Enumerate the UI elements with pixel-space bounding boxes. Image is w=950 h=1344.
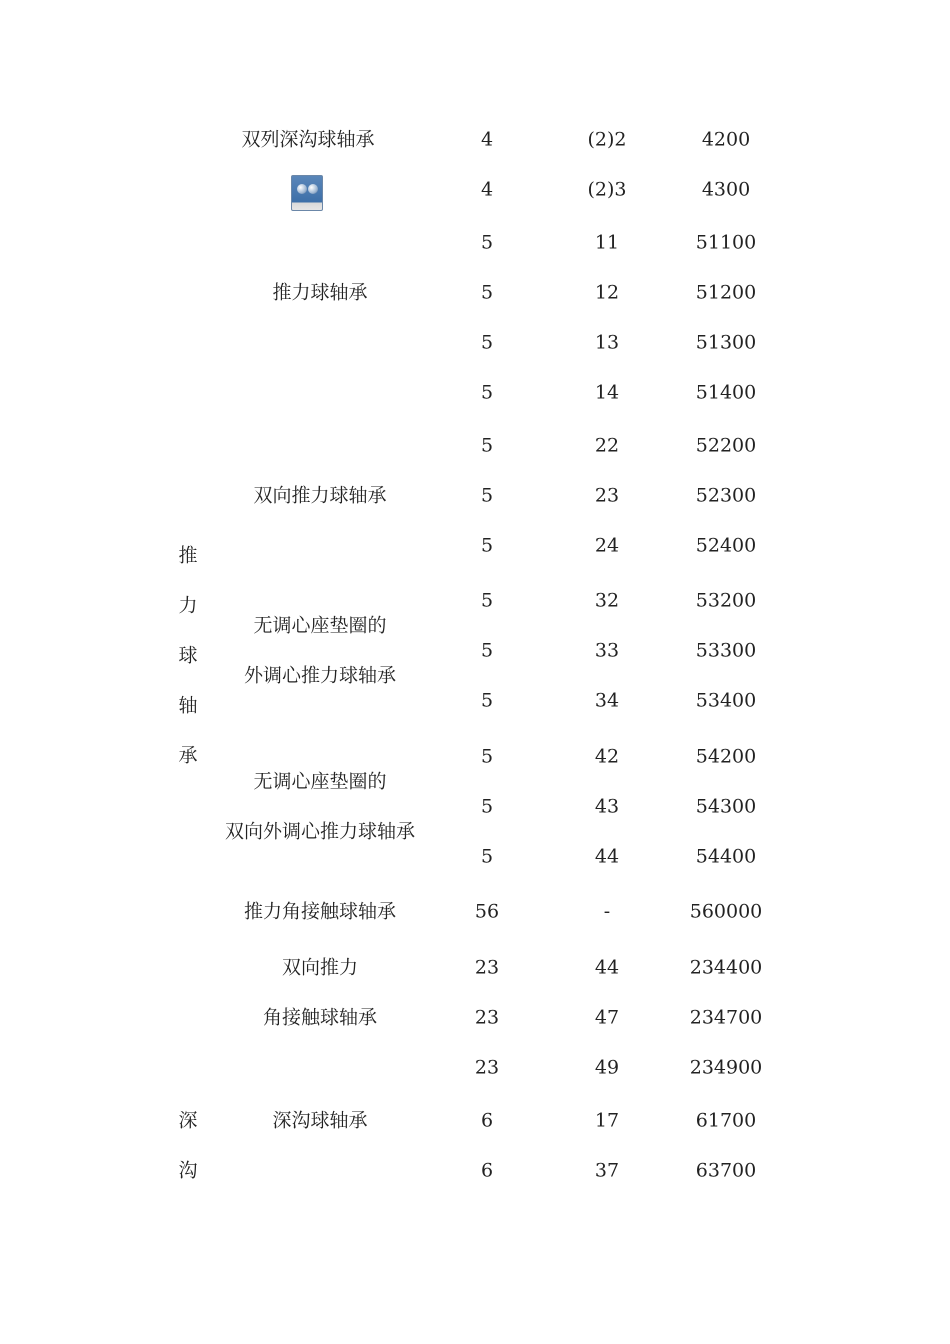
- row-code: 63700: [695, 1159, 757, 1182]
- row-type-code: 56: [474, 900, 500, 923]
- row-series: 13: [594, 331, 620, 354]
- category-deep-groove-char-1: 深: [178, 1109, 198, 1132]
- row-series: 12: [594, 281, 620, 304]
- row-code: 234700: [689, 1006, 763, 1029]
- row-code: 61700: [695, 1109, 757, 1132]
- row-series: 24: [594, 534, 620, 557]
- row-code: 51200: [695, 281, 757, 304]
- type-double-angular-line1: 双向推力: [281, 956, 359, 979]
- row-series: 42: [594, 745, 620, 768]
- row-code: 54400: [695, 845, 757, 868]
- row-series: 44: [594, 956, 620, 979]
- row-code: 54200: [695, 745, 757, 768]
- category-thrust-char-3: 球: [178, 644, 198, 667]
- row-type-code: 5: [480, 434, 494, 457]
- row-code: 51300: [695, 331, 757, 354]
- row-code: 51100: [695, 231, 757, 254]
- row-series: 14: [594, 381, 620, 404]
- row-type-code: 5: [480, 589, 494, 612]
- row-series: 49: [594, 1056, 620, 1079]
- category-thrust-char-2: 力: [178, 594, 198, 617]
- bearing-icon: [291, 175, 323, 211]
- row-type-code: 5: [480, 639, 494, 662]
- row-series: (2)3: [587, 178, 627, 201]
- row-code: 52400: [695, 534, 757, 557]
- row-type-code: 5: [480, 381, 494, 404]
- row-series: 34: [594, 689, 620, 712]
- row-type-code: 5: [480, 795, 494, 818]
- row-type-code: 5: [480, 845, 494, 868]
- row-code: 53200: [695, 589, 757, 612]
- category-deep-groove-char-2: 沟: [178, 1159, 198, 1182]
- category-thrust-char-1: 推: [178, 544, 198, 567]
- row-type-code: 5: [480, 281, 494, 304]
- row-code: 51400: [695, 381, 757, 404]
- type-double-angular-line2: 角接触球轴承: [262, 1006, 378, 1029]
- row-type-code: 4: [480, 128, 494, 151]
- type-thrust-angular-contact: 推力角接触球轴承: [243, 900, 397, 923]
- row-series: 44: [594, 845, 620, 868]
- row-series: (2)2: [587, 128, 627, 151]
- row-type-code: 4: [480, 178, 494, 201]
- row-series: 47: [594, 1006, 620, 1029]
- type-thrust-ball: 推力球轴承: [272, 281, 368, 304]
- row-type-code: 5: [480, 484, 494, 507]
- type-double-direction-thrust: 双向推力球轴承: [253, 484, 387, 507]
- row-type-code: 5: [480, 231, 494, 254]
- row-series: 23: [594, 484, 620, 507]
- row-series: 43: [594, 795, 620, 818]
- row-type-code: 6: [480, 1109, 494, 1132]
- row-type-code: 23: [474, 956, 500, 979]
- row-code: 53400: [695, 689, 757, 712]
- row-series: 17: [594, 1109, 620, 1132]
- type-double-aligning-outer-line1: 无调心座垫圈的: [253, 770, 387, 793]
- row-series: 22: [594, 434, 620, 457]
- type-aligning-outer-line1: 无调心座垫圈的: [253, 614, 387, 637]
- row-type-code: 5: [480, 331, 494, 354]
- row-code: 52200: [695, 434, 757, 457]
- row-type-code: 5: [480, 534, 494, 557]
- row-code: 234900: [689, 1056, 763, 1079]
- row-code: 234400: [689, 956, 763, 979]
- type-double-row-deep-groove: 双列深沟球轴承: [241, 128, 375, 151]
- row-series: -: [603, 900, 611, 923]
- row-type-code: 5: [480, 689, 494, 712]
- row-code: 4200: [701, 128, 751, 151]
- type-double-aligning-outer-line2: 双向外调心推力球轴承: [224, 820, 416, 843]
- row-code: 54300: [695, 795, 757, 818]
- row-series: 37: [594, 1159, 620, 1182]
- type-deep-groove: 深沟球轴承: [272, 1109, 368, 1132]
- row-type-code: 23: [474, 1056, 500, 1079]
- row-series: 11: [594, 231, 620, 254]
- category-thrust-char-5: 承: [178, 744, 198, 767]
- row-type-code: 23: [474, 1006, 500, 1029]
- row-code: 52300: [695, 484, 757, 507]
- row-code: 560000: [689, 900, 763, 923]
- type-aligning-outer-line2: 外调心推力球轴承: [243, 664, 397, 687]
- row-series: 33: [594, 639, 620, 662]
- category-thrust-char-4: 轴: [178, 694, 198, 717]
- row-code: 53300: [695, 639, 757, 662]
- row-type-code: 6: [480, 1159, 494, 1182]
- row-series: 32: [594, 589, 620, 612]
- row-code: 4300: [701, 178, 751, 201]
- row-type-code: 5: [480, 745, 494, 768]
